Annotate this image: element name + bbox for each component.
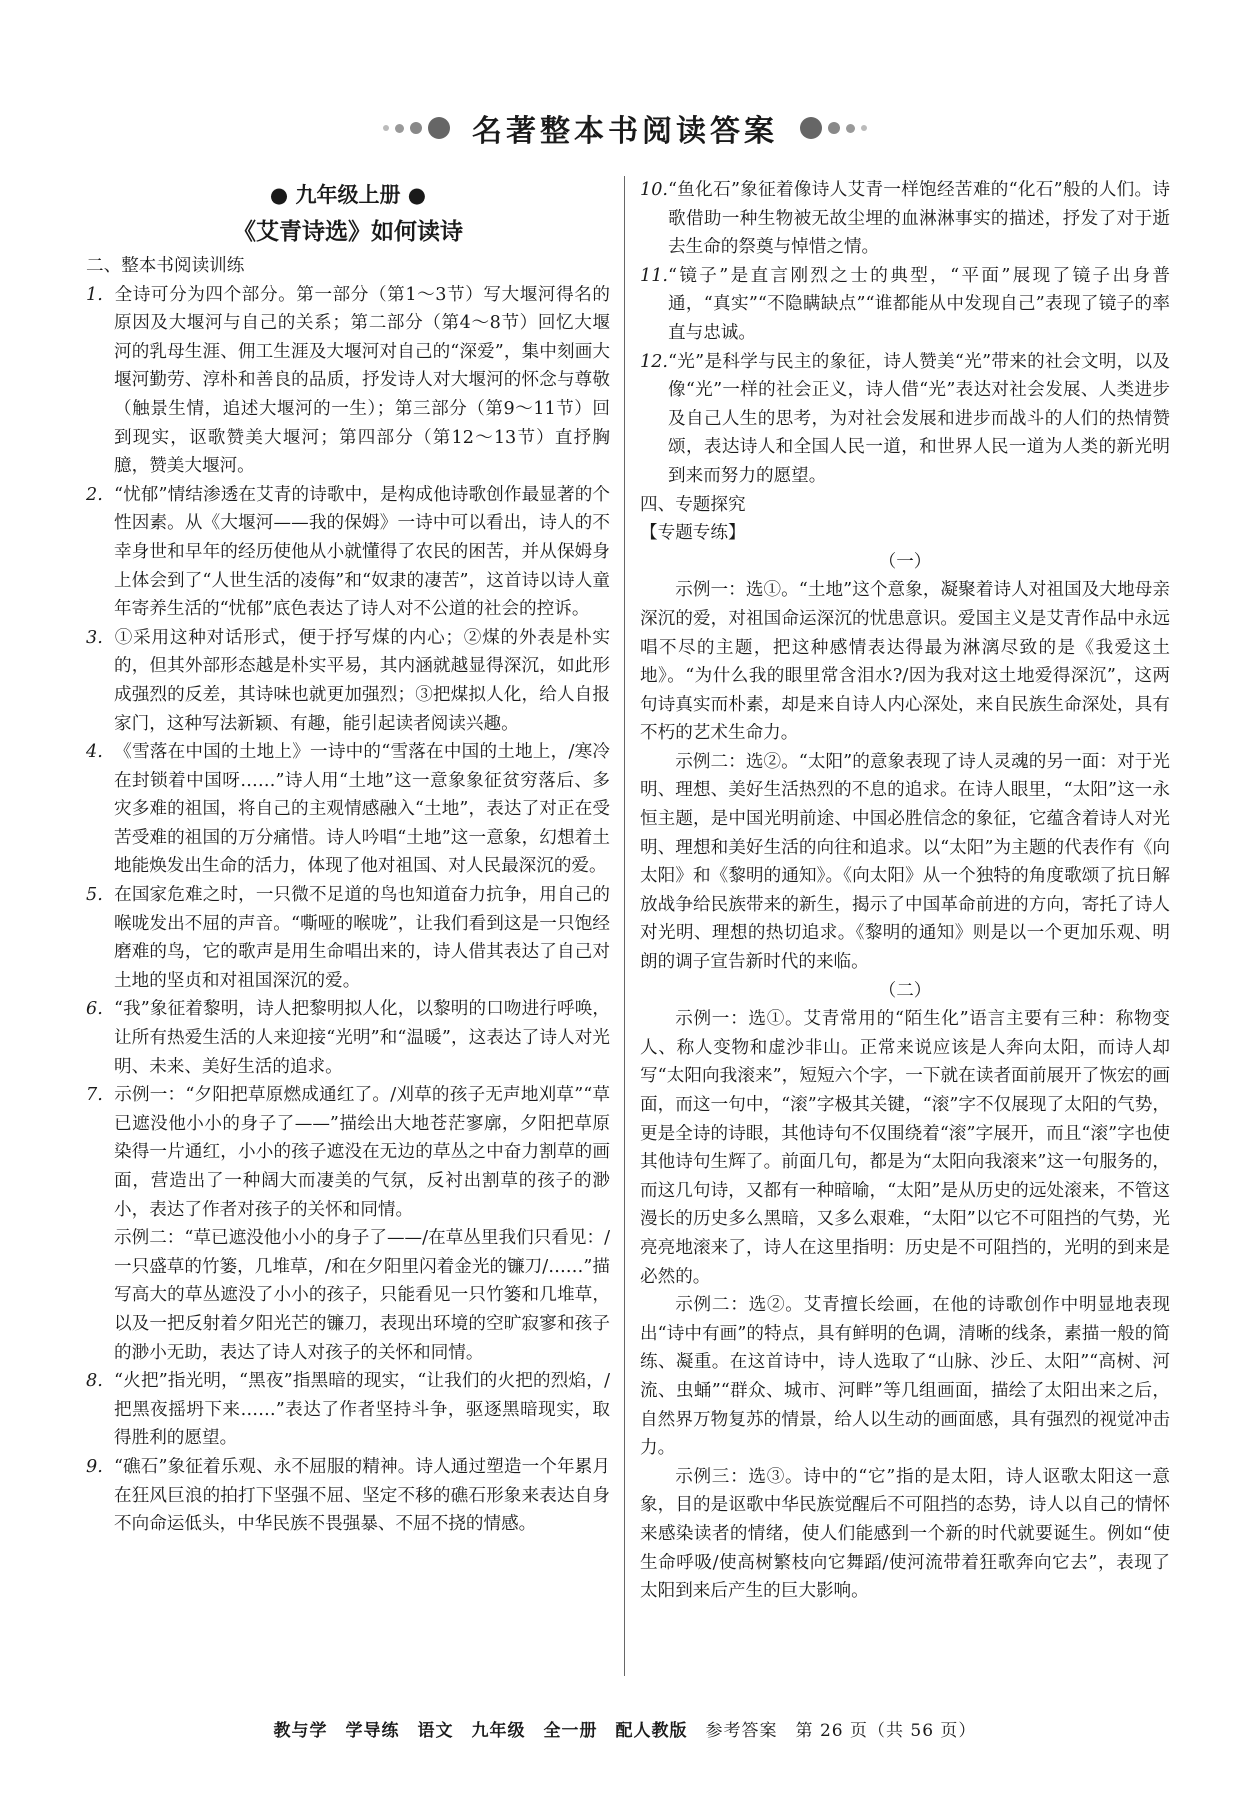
part1-paragraphs bbox=[640, 576, 1170, 976]
answer-text: 在国家危难之时，一只微不足道的鸟也知道奋力抗争，用自己的喉咙发出不屈的声音。“嘶哑的喉咙”，让我们看到这是一只饱经磨难的鸟，它的歌声是用生命唱出来的，诗人借其表达了自己对土地的坚贞和对祖国深沉的爱。 bbox=[114, 885, 610, 991]
answer-item bbox=[86, 1453, 610, 1539]
answer-number: 3. bbox=[86, 627, 103, 648]
example-paragraph: 示例一：选①。艾青常用的“陌生化”语言主要有三种：称物变人、称人变物和虚沙非山。正常来说应该是人奔向太阳，而诗人却写“太阳向我滚来”，短短六个字，一下就在读者面前展开了恢宏的画面，而这一句中，“滚”字极其关键，“滚”字不仅展现了太阳的气势，更是全诗的诗眼，其他诗句不仅围绕着“滚”字展开，而且“滚”字也使其他诗句生辉了。前面几句，都是为“太阳向我滚来”这一句服务的，而这几句诗，又都有一种暗喻，“太阳”是从历史的远处滚来，不管这漫长的历史多么黑暗，又多么艰难，“太阳”以它不可阻挡的气势，光亮亮地滚来了，诗人在这里指明：历史是不可阻挡的，光明的到来是必然的。 bbox=[640, 1009, 1170, 1287]
answer-text: “鱼化石”象征着像诗人艾青一样饱经苦难的“化石”般的人们。诗歌借助一种生物被无故尘埋的血淋淋事实的描述，抒发了对于逝去生命的祭奠与悼惜之情。 bbox=[668, 180, 1170, 258]
answer-number: 5. bbox=[86, 885, 103, 906]
answer-item bbox=[86, 881, 610, 995]
answer-text: “忧郁”情结渗透在艾青的诗歌中，是构成他诗歌创作最显著的个性因素。从《大堰河——我的保姆》一诗中可以看出，诗人的不幸身世和早年的经历使他从小就懂得了农民的困苦，并从保姆身上体会到了“人世生活的凌侮”和“奴隶的凄苦”，这首诗以诗人童年寄养生活的“忧郁”底色表达了诗人对不公道的社会的控诉。 bbox=[114, 484, 610, 620]
example-paragraph: 示例二：选②。“太阳”的意象表现了诗人灵魂的另一面：对于光明、理想、美好生活热烈的不息的追求。在诗人眼里，“太阳”这一永恒主题，是中国光明前途、中国必胜信念的象征，它蕴含着诗人对光明、理想和美好生活的向往和追求。以“太阳”为主题的代表作有《向太阳》和《黎明的通知》。《向太阳》从一个独特的角度歌颂了抗日解放战争给民族带来的新生，揭示了中国革命前进的方向，寄托了诗人对光明、理想的热切追求。《黎明的通知》则是以一个更加乐观、明朗的调子宣告新时代的来临。 bbox=[640, 751, 1170, 973]
example-paragraph: 示例三：选③。诗中的“它”指的是太阳，诗人讴歌太阳这一意象，目的是讴歌中华民族觉醒后不可阻挡的态势，诗人以自己的情怀来感染读者的情绪，使人们能感到一个新的时代就要诞生。例如“使生命呼吸/使高树繁枝向它舞蹈/使河流带着狂歌奔向它去”，表现了太阳到来后产生的巨大影响。 bbox=[640, 1466, 1170, 1602]
part2-paragraphs bbox=[640, 1005, 1170, 1605]
page-footer bbox=[0, 1716, 1250, 1741]
right-column bbox=[640, 176, 1170, 1606]
page-title: 名著整本书阅读答案 bbox=[472, 114, 778, 149]
answer-number: 12. bbox=[640, 351, 668, 372]
answer-text: 示例一：“夕阳把草原燃成通红了。/刈草的孩子无声地刈草”“草已遮没他小小的身子了——”描绘出大地苍茫寥廓，夕阳把草原染得一片通红，小小的孩子遮没在无边的草丛之中奋力割草的画面，营造出了一种阔大而凄美的气氛，反衬出割草的孩子的渺小，表达了作者对孩子的关怀和同情。 bbox=[114, 1085, 610, 1220]
answer-list-right bbox=[640, 176, 1170, 491]
answer-number: 7. bbox=[86, 1085, 103, 1106]
answer-item bbox=[86, 481, 610, 624]
book-title: 《艾青诗选》如何读诗 bbox=[233, 219, 463, 245]
example-paragraph: 示例一：选①。“土地”这个意象，凝聚着诗人对祖国及大地母亲深沉的爱，对祖国命运深沉的忧患意识。爱国主义是艾青作品中永远唱不尽的主题，把这种感情表达得最为淋漓尽致的是《我爱这土地》。“为什么我的眼里常含泪水?/因为我对这土地爱得深沉”，这两句诗真实而朴素，却是来自诗人内心深处，来自民族生命深处，具有不朽的艺术生命力。 bbox=[640, 580, 1170, 744]
answer-text: “光”是科学与民主的象征，诗人赞美“光”带来的社会文明，以及像“光”一样的社会正义，诗人借“光”表达对社会发展、人类进步及自己人生的思考，为对社会发展和进步而战斗的人们的热情赞颂，表达诗人和全国人民一道，和世界人民一道为人类的新光明到来而努力的愿望。 bbox=[668, 351, 1170, 486]
answer-text: 《雪落在中国的土地上》一诗中的“雪落在中国的土地上，/寒冷在封锁着中国呀……”诗人用“土地”这一意象象征贫穷落后、多灾多难的祖国，将自己的主观情感融入“土地”，表达了对正在受苦受难的祖国的万分痛惜。诗人吟唱“土地”这一意象，幻想着土地能焕发出生命的活力，体现了他对祖国、对人民最深沉的爱。 bbox=[114, 742, 610, 877]
answer-text: “镜子”是直言刚烈之士的典型，“平面”展现了镜子出身普通，“真实”“不隐瞒缺点”“谁都能从中发现自己”表现了镜子的率直与忠诚。 bbox=[668, 265, 1170, 343]
section-heading: 二、整本书阅读训练 bbox=[86, 256, 245, 276]
answer-list-left bbox=[86, 281, 610, 1539]
answer-item bbox=[86, 1367, 610, 1453]
answer-text: “火把”指光明，“黑夜”指黑暗的现实，“让我们的火把的烈焰，/把黑夜摇坍下来……”表达了作者坚持斗争，驱逐黑暗现实，取得胜利的愿望。 bbox=[114, 1371, 610, 1449]
answer-number: 9. bbox=[86, 1456, 103, 1477]
answer-number: 2. bbox=[86, 484, 103, 505]
answer-item bbox=[640, 262, 1170, 348]
answer-number: 11. bbox=[640, 265, 668, 286]
answer-text: ①采用这种对话形式，便于抒写煤的内心；②煤的外表是朴实的，但其外部形态越是朴实平易，其内涵就越显得深沉，如此形成强烈的反差，其诗味也就更加强烈；③把煤拟人化，给人自报家门，这种写法新颖、有趣，能引起读者阅读兴趣。 bbox=[114, 627, 610, 734]
answer-number: 6. bbox=[86, 999, 103, 1020]
column-divider bbox=[624, 176, 625, 1676]
answer-number: 10. bbox=[640, 180, 668, 200]
decor-dots-right bbox=[797, 117, 870, 139]
answer-item bbox=[86, 624, 610, 738]
left-column bbox=[86, 176, 610, 1539]
answer-item bbox=[86, 995, 610, 1081]
answer-item bbox=[86, 738, 610, 881]
footer-book-info: 教与学 学导练 语文 九年级 全一册 配人教版 bbox=[273, 1721, 688, 1741]
footer-page-info: 参考答案 第 26 页（共 56 页） bbox=[705, 1721, 977, 1741]
answer-item bbox=[86, 281, 610, 481]
answer-text: 全诗可分为四个部分。第一部分（第1～3节）写大堰河得名的原因及大堰河与自己的关系；第二部分（第4～8节）回忆大堰河的乳母生涯、佣工生涯及大堰河对自己的“深爱”，集中刻画大堰河勤劳、淳朴和善良的品质，抒发诗人对大堰河的怀念与尊敬（触景生情，追述大堰河的一生）；第三部分（第9～11节）回到现实，讴歌赞美大堰河；第四部分（第12～13节）直抒胸臆，赞美大堰河。 bbox=[114, 284, 610, 477]
answer-item bbox=[640, 176, 1170, 262]
decor-dots-left bbox=[380, 117, 453, 139]
answer-text: “礁石”象征着乐观、永不屈服的精神。诗人通过塑造一个年累月在狂风巨浪的拍打下坚强不屈、坚定不移的礁石形象来表达自身不向命运低头，中华民族不畏强暴、不屈不挠的情感。 bbox=[114, 1456, 610, 1535]
grade-heading: ● 九年级上册 ● bbox=[269, 183, 427, 207]
answer-item bbox=[640, 348, 1170, 491]
answer-text: “我”象征着黎明，诗人把黎明拟人化，以黎明的口吻进行呼唤，让所有热爱生活的人来迎接“光明”和“温暖”，这表达了诗人对光明、未来、美好生活的追求。 bbox=[114, 999, 610, 1077]
answer-number: 4. bbox=[86, 742, 103, 763]
answer-number: 1. bbox=[86, 284, 103, 305]
special-label: 【专题专练】 bbox=[640, 523, 746, 544]
answer-item bbox=[86, 1081, 610, 1224]
example-paragraph: 示例二：选②。艾青擅长绘画，在他的诗歌创作中明显地表现出“诗中有画”的特点，具有鲜明的色调，清晰的线条，素描一般的简练、凝重。在这首诗中，诗人选取了“山脉、沙丘、太阳”“高树、河流、虫蛹”“群众、城市、河畔”等几组画面，描绘了太阳出来之后，自然界万物复苏的情景，给人以生动的画面感，具有强烈的视觉冲击力。 bbox=[640, 1295, 1170, 1459]
section-heading-4: 四、专题探究 bbox=[640, 494, 746, 515]
answer-number: 8. bbox=[86, 1371, 103, 1392]
part1-heading: （一） bbox=[878, 551, 932, 572]
page-header bbox=[0, 106, 1250, 150]
part2-heading: （二） bbox=[878, 980, 932, 1001]
answer-subitem: 示例二：“草已遮没他小小的身子了——/在草丛里我们只看见：/一只盛草的竹篓，几堆草，/和在夕阳里闪着金光的镰刀/……”描写高大的草丛遮没了小小的孩子，只能看见一只竹篓和几堆草，以及一把反射着夕阳光芒的镰刀，表现出环境的空旷寂寥和孩子的渺小无助，表达了诗人对孩子的关怀和同情。 bbox=[114, 1228, 610, 1363]
